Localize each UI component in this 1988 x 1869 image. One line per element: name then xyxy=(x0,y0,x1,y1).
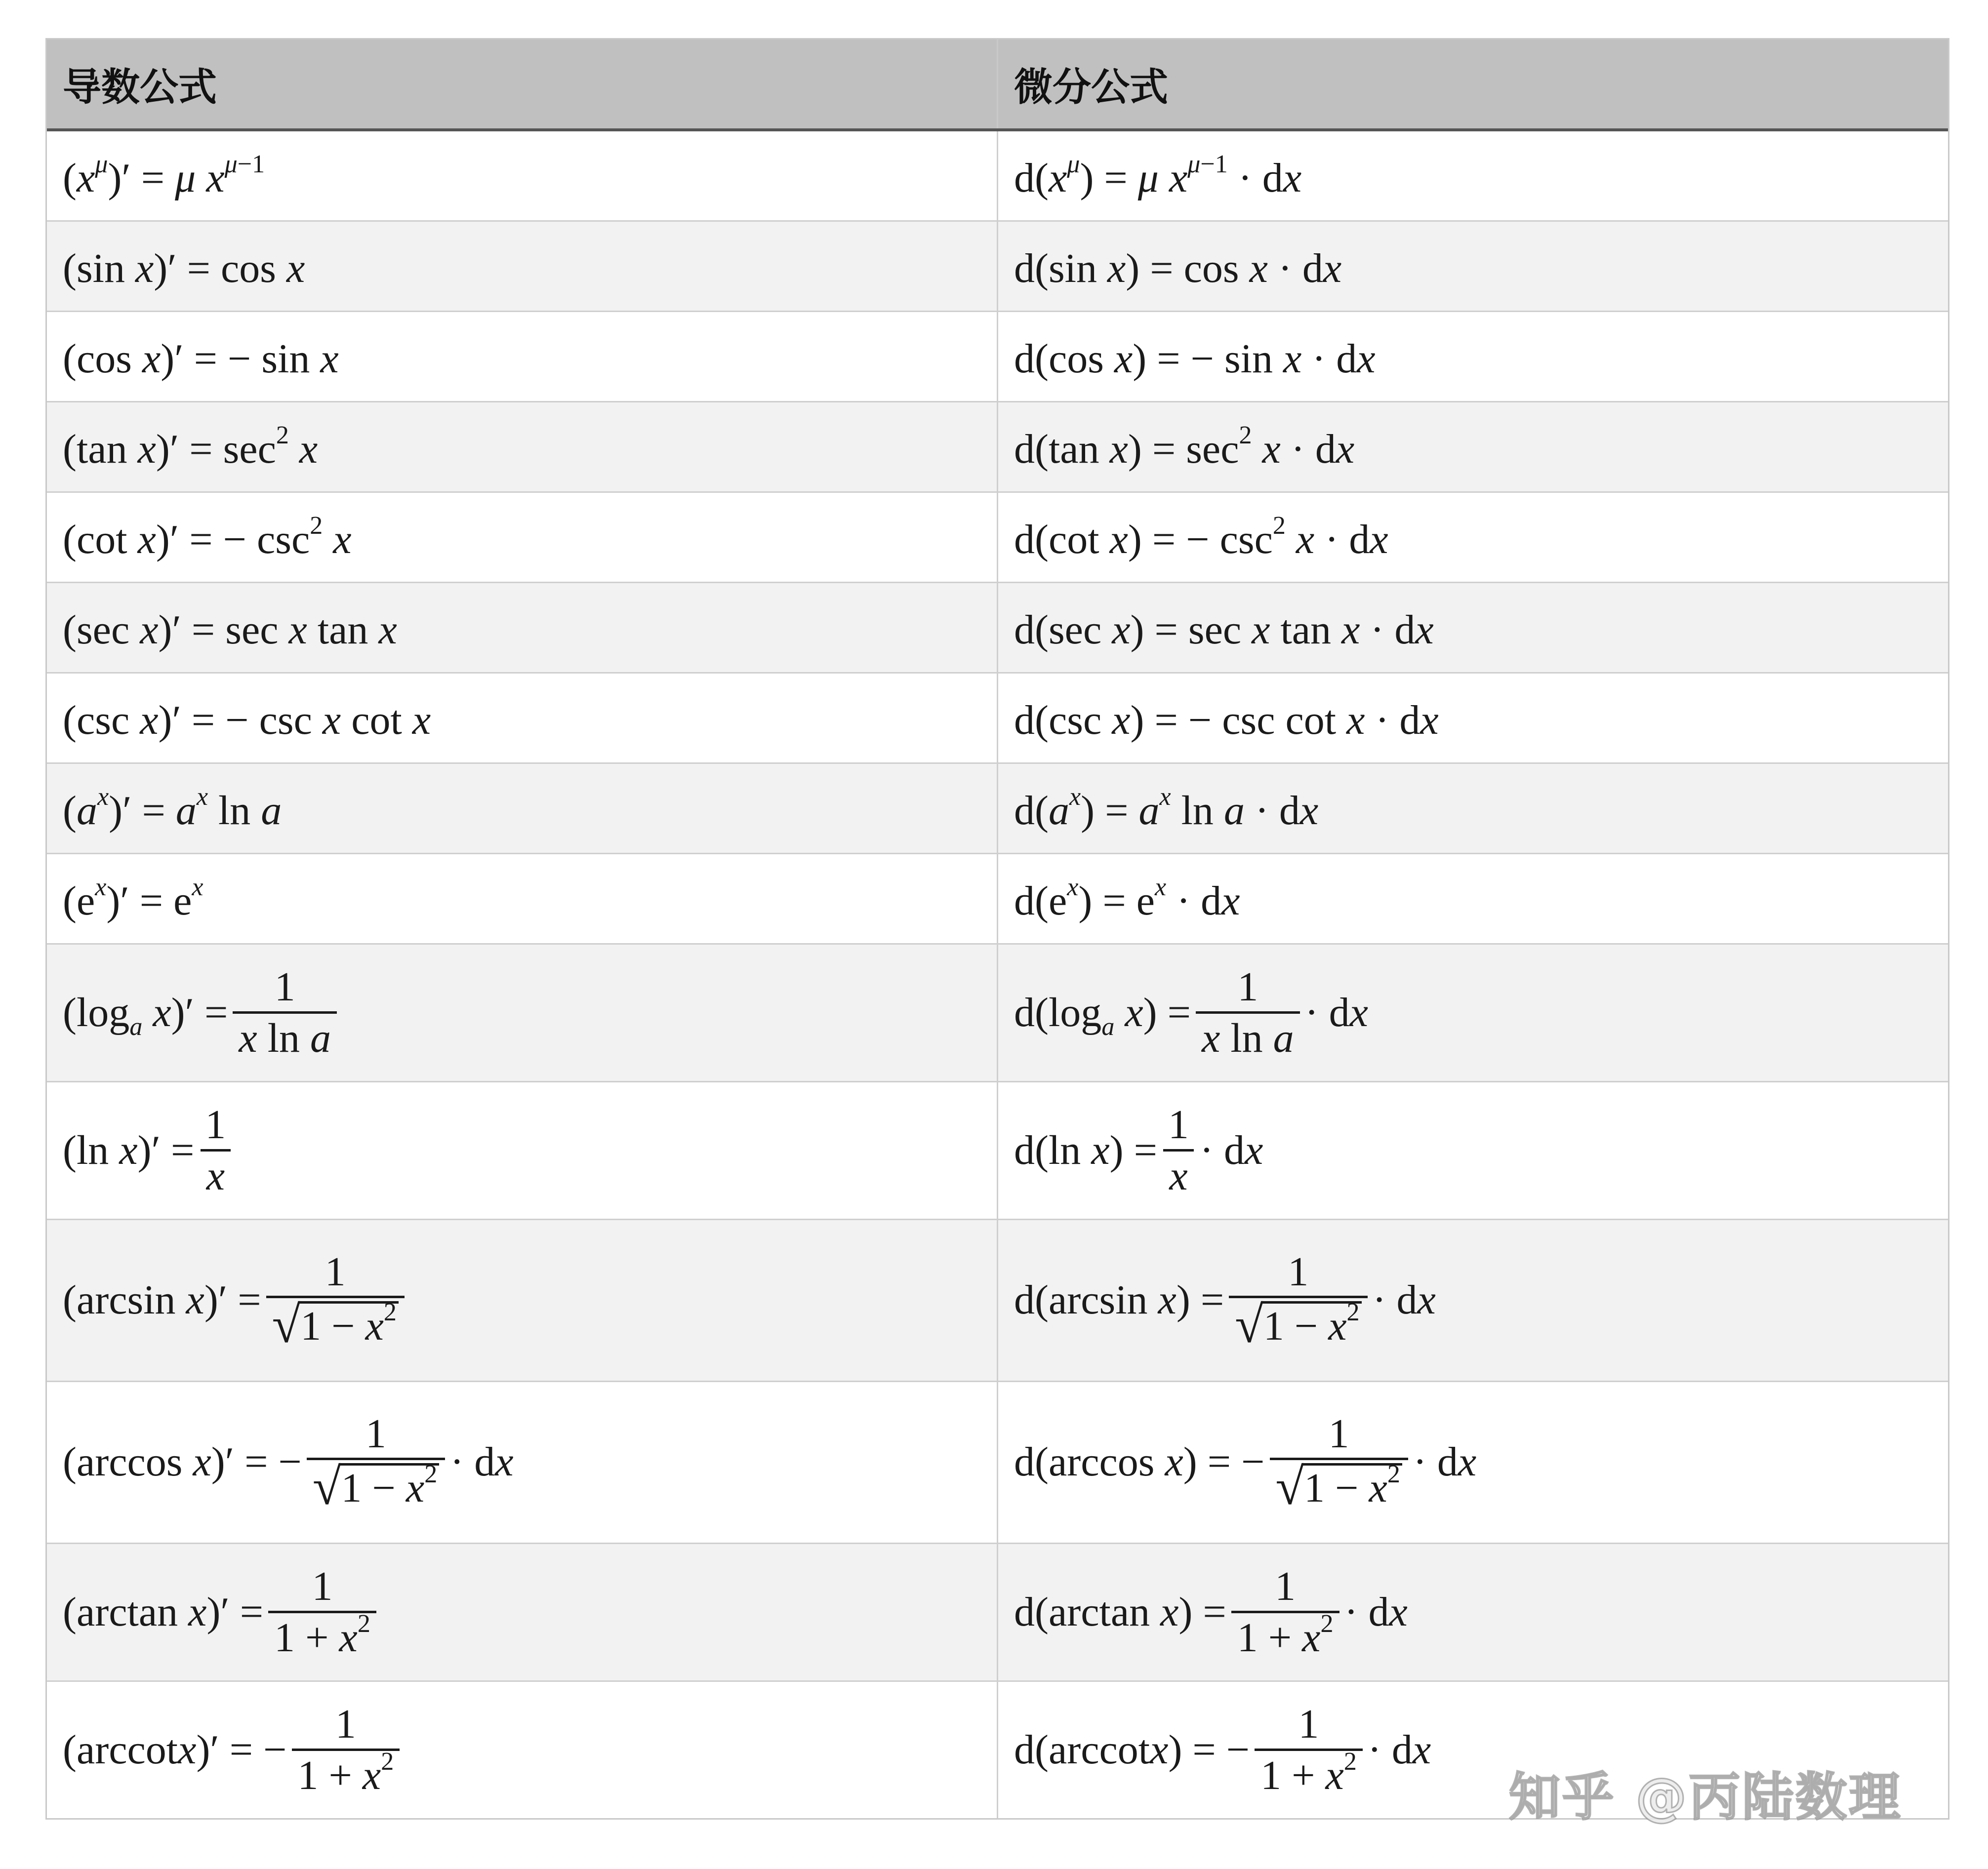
differential-formula: d(tan $x) = \sec^2 x$ · dx xyxy=(998,402,1948,492)
derivative-formula: (csc x)′ = − csc x cot x xyxy=(47,673,998,763)
differential-formula: d(sec x) = sec x tan x · dx xyxy=(998,583,1948,673)
derivative-formula: (cos x)′ = − sin x xyxy=(47,312,998,402)
table-row xyxy=(47,1544,1948,1681)
table-row xyxy=(47,312,1948,402)
differential-formula: $d(\log_a$ x) = $\frac{1}{\text{x ln a}}$ · dx xyxy=(998,944,1948,1082)
differential-formula: $d(a^x) = a^x$ ln a · dx xyxy=(998,763,1948,854)
table-row xyxy=(47,221,1948,312)
formula-table xyxy=(47,40,1948,1818)
differential-formula: d(arccotx) = − $\frac{1}{1 + x^2}$ · dx xyxy=(998,1681,1948,1819)
table-row xyxy=(47,1220,1948,1382)
table-row xyxy=(47,1082,1948,1220)
derivative-formula: (sec x)′ = sec x tan x xyxy=(47,583,998,673)
table-row xyxy=(47,402,1948,492)
table-row xyxy=(47,583,1948,673)
derivative-formula: ($\log_a$ x)′ = $\frac{1}{\text{x ln a}}$ xyxy=(47,944,998,1082)
differential-formula: d(cot x) = − $\csc^2 x$ · dx xyxy=(998,492,1948,583)
differential-formula: $d(x^\mu) = \mu$ $x^{\mu-1}$ · dx xyxy=(998,130,1948,221)
formula-table-container xyxy=(45,38,1949,1820)
differential-formula: d(arccos x) = − 1 √ $1 - x^2$ · dx xyxy=(998,1382,1948,1544)
differential-formula: d(ln x) = $\frac{1}{x}$ · dx xyxy=(998,1082,1948,1220)
differential-formula: d(sin x) = cos x · dx xyxy=(998,221,1948,312)
derivative-formula: $(e^x)' = e^x$ xyxy=(47,854,998,944)
differential-formula: d(csc x) = − csc cot x · dx xyxy=(998,673,1948,763)
derivative-formula: (cot x)′ = − $\csc^2 x$ xyxy=(47,492,998,583)
table-header-row xyxy=(47,40,1948,130)
derivative-formula: (arcsin x)′ = 1 √ $1 - x^2$ xyxy=(47,1220,998,1382)
differential-formula: d(cos x) = − sin x · dx xyxy=(998,312,1948,402)
header-derivative-formulas: 导数公式 xyxy=(47,40,998,130)
derivative-formula: (ln x)′ = $\frac{1}{x}$ xyxy=(47,1082,998,1220)
derivative-formula: (arccotx)′ = − $\frac{1}{1 + x^2}$ xyxy=(47,1681,998,1819)
differential-formula: d(arcsin x) = 1 √ $1 - x^2$ · dx xyxy=(998,1220,1948,1382)
watermark: 知乎 @丙陆数理 xyxy=(1509,1767,1903,1827)
table-row xyxy=(47,492,1948,583)
derivative-formula: (arccos x)′ = − 1 √ $1 - x^2$ · dx xyxy=(47,1382,998,1544)
differential-formula: d(arctan x) = $\frac{1}{1 + x^2}$ · dx xyxy=(998,1544,1948,1681)
derivative-formula: $(x^\mu)' = \mu$ $x^{\mu-1}$ xyxy=(47,130,998,221)
table-row xyxy=(47,854,1948,944)
derivative-formula: (sin x)′ = cos x xyxy=(47,221,998,312)
table-row xyxy=(47,763,1948,854)
derivative-formula: (arctan x)′ = $\frac{1}{1 + x^2}$ xyxy=(47,1544,998,1681)
header-differential-formulas: 微分公式 xyxy=(998,40,1948,130)
derivative-formula: $(a^x)' = a^x$ ln a xyxy=(47,763,998,854)
table-row xyxy=(47,673,1948,763)
derivative-formula: (tan $x)' = \sec^2 x$ xyxy=(47,402,998,492)
table-row xyxy=(47,130,1948,221)
differential-formula: $d(e^x) = e^x$ · dx xyxy=(998,854,1948,944)
table-row xyxy=(47,944,1948,1082)
table-row xyxy=(47,1382,1948,1544)
